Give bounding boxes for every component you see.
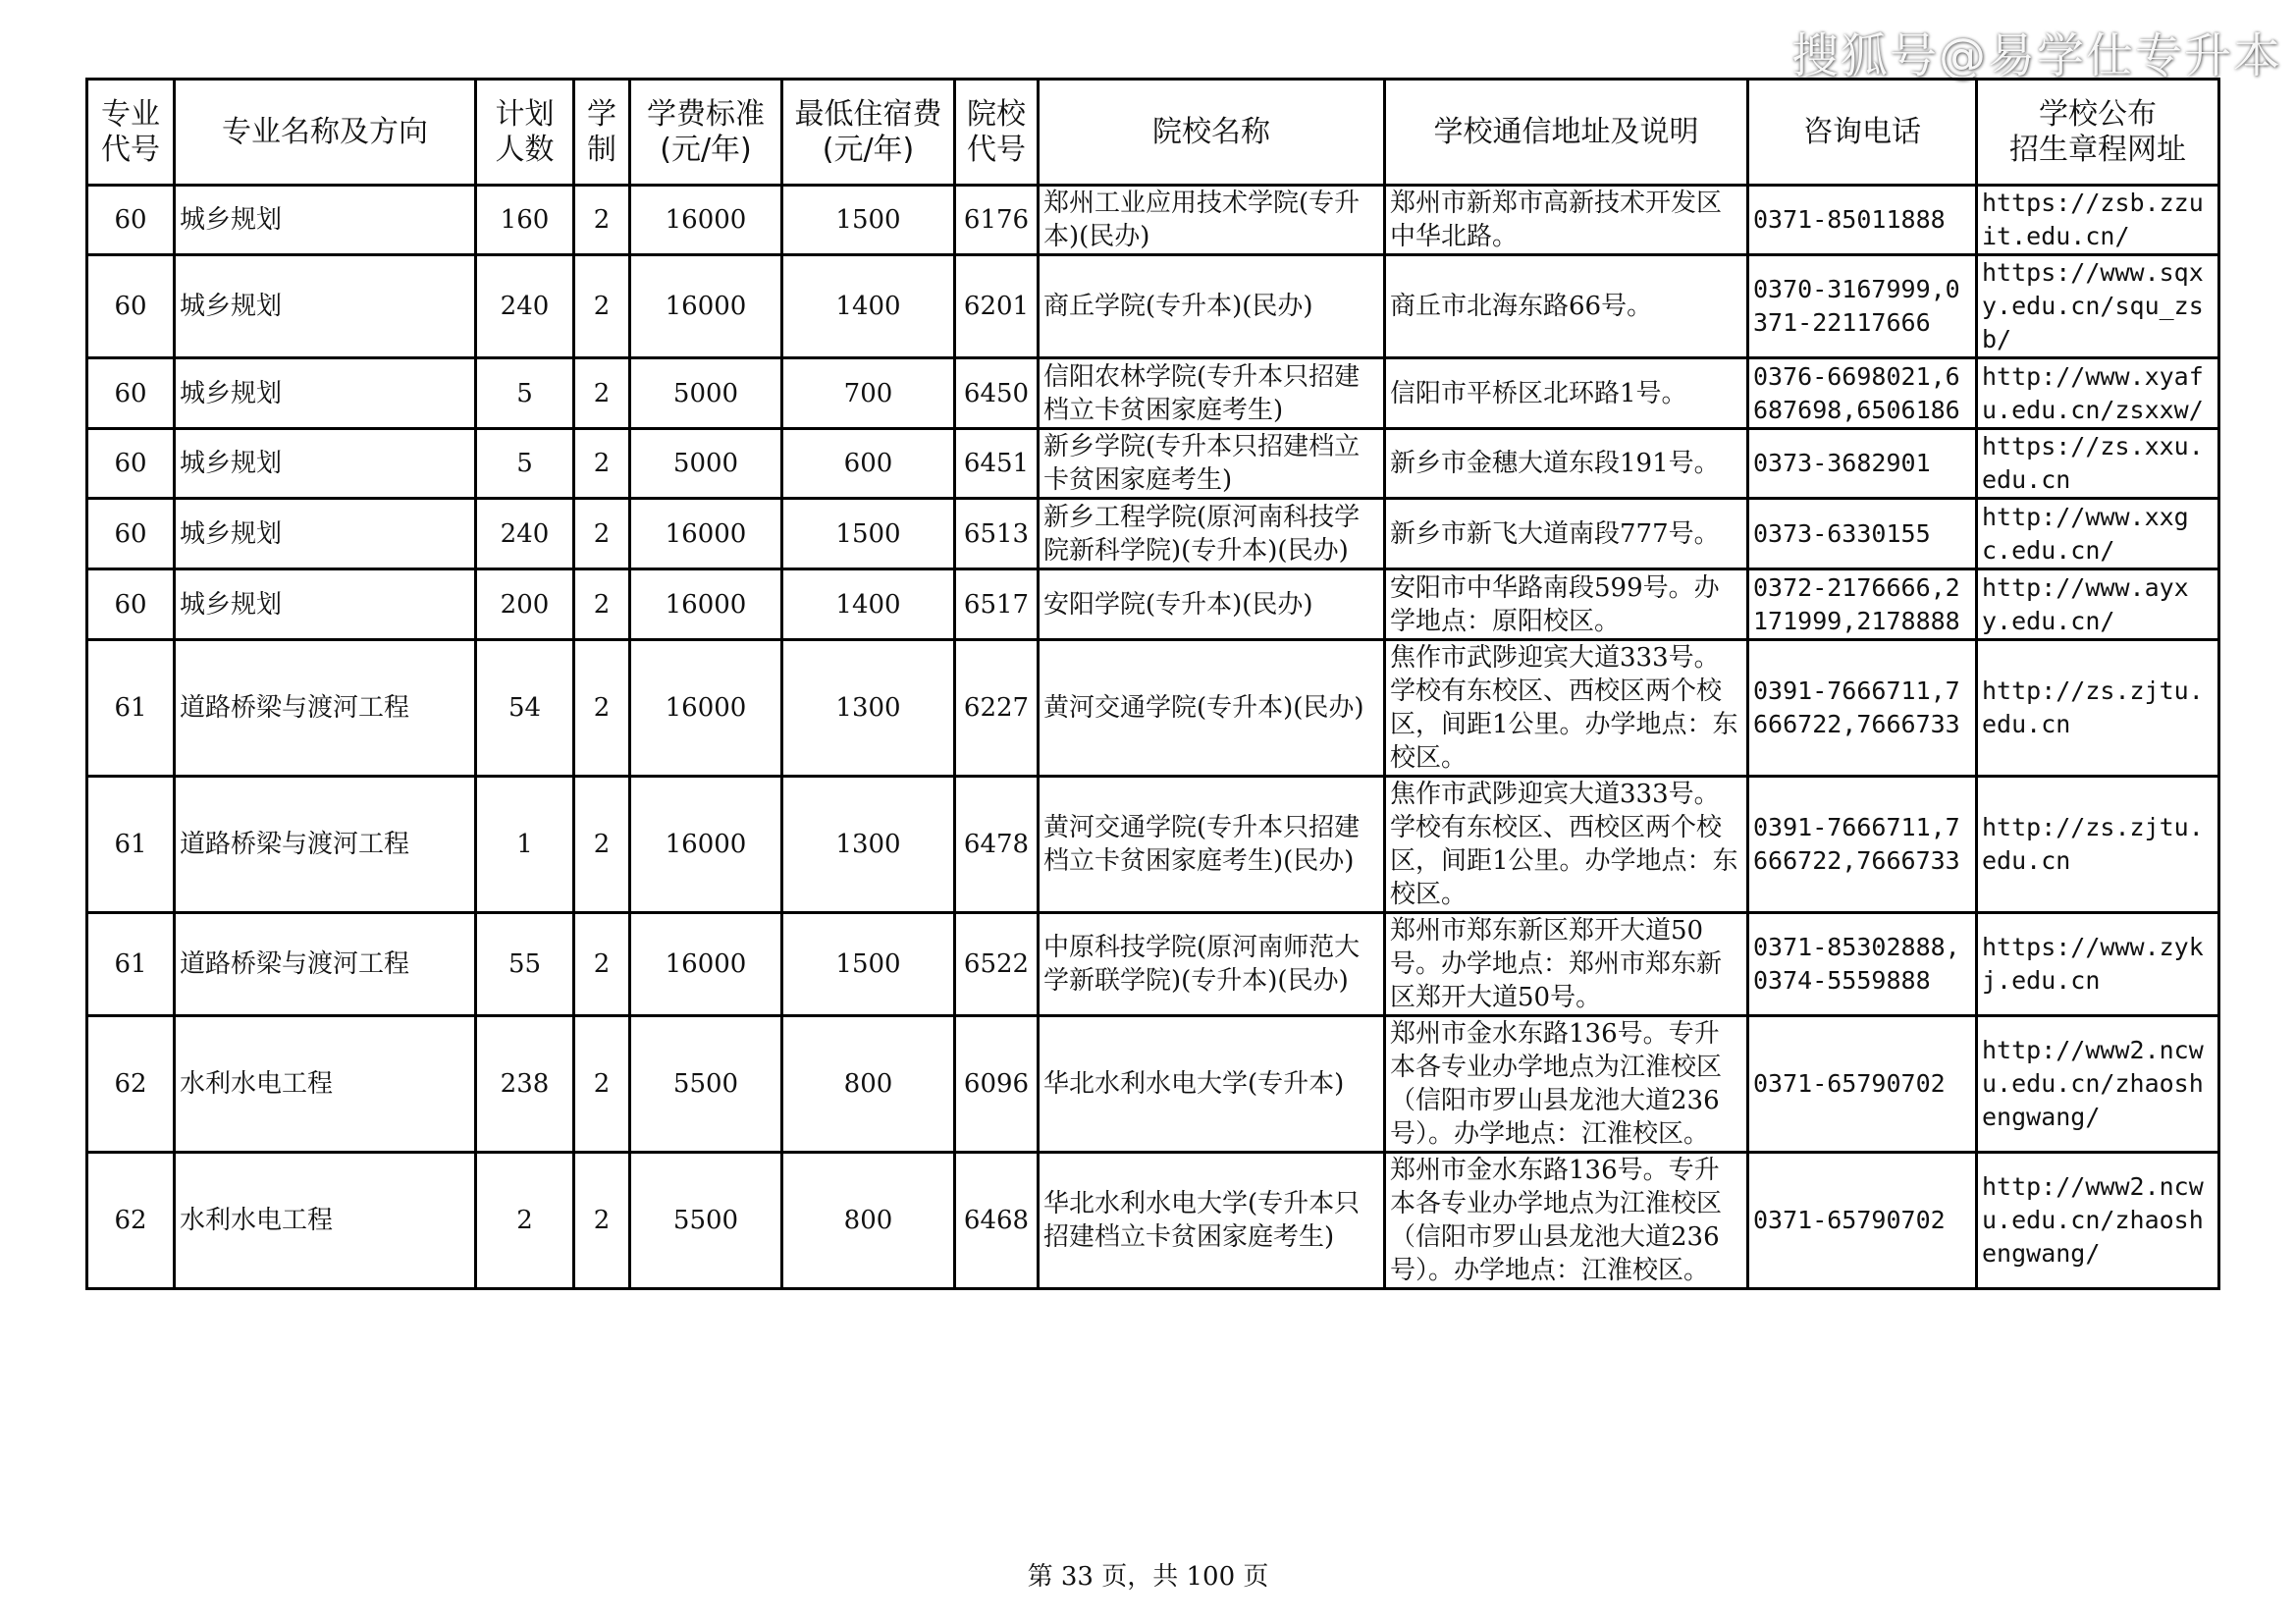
address-cell: 郑州市郑东新区郑开大道50号。办学地点：郑州市郑东新区郑开大道50号。 [1385, 913, 1748, 1016]
phone-cell: 0373-3682901 [1748, 429, 1977, 499]
major-name-cell: 道路桥梁与渡河工程 [175, 640, 476, 777]
tuition-cell: 16000 [630, 569, 782, 640]
plan-count-cell: 55 [476, 913, 574, 1016]
plan-count-cell: 238 [476, 1016, 574, 1153]
website-cell: http://www2.ncwu.edu.cn/zhaoshengwang/ [1977, 1016, 2219, 1153]
header-website: 学校公布 招生章程网址 [1977, 80, 2219, 186]
header-duration: 学 制 [574, 80, 630, 186]
tuition-cell: 5500 [630, 1153, 782, 1289]
tuition-cell: 16000 [630, 255, 782, 358]
table-row [87, 1016, 2219, 1153]
duration-cell: 2 [574, 913, 630, 1016]
school-name-cell: 黄河交通学院(专升本)(民办) [1039, 640, 1385, 777]
table-row [87, 429, 2219, 499]
table-row [87, 255, 2219, 358]
major-name-cell: 道路桥梁与渡河工程 [175, 913, 476, 1016]
tuition-cell: 16000 [630, 499, 782, 569]
phone-cell: 0376-6698021,6687698,6506186 [1748, 358, 1977, 429]
dorm-fee-cell: 1500 [782, 913, 955, 1016]
major-name-cell: 城乡规划 [175, 429, 476, 499]
website-cell: http://zs.zjtu.edu.cn [1977, 640, 2219, 777]
phone-cell: 0371-85011888 [1748, 186, 1977, 255]
table-row [87, 358, 2219, 429]
major-name-cell: 道路桥梁与渡河工程 [175, 777, 476, 913]
dorm-fee-cell: 800 [782, 1016, 955, 1153]
header-row [87, 80, 2219, 186]
major-name-cell: 水利水电工程 [175, 1016, 476, 1153]
table-row [87, 186, 2219, 255]
major-code-cell: 60 [87, 429, 175, 499]
duration-cell: 2 [574, 640, 630, 777]
plan-count-cell: 240 [476, 499, 574, 569]
major-code-cell: 61 [87, 640, 175, 777]
major-name-cell: 水利水电工程 [175, 1153, 476, 1289]
plan-count-cell: 5 [476, 429, 574, 499]
admission-table [85, 78, 2220, 1290]
address-cell: 焦作市武陟迎宾大道333号。学校有东校区、西校区两个校区，间距1公里。办学地点：东校区。 [1385, 777, 1748, 913]
plan-count-cell: 160 [476, 186, 574, 255]
school-name-cell: 信阳农林学院(专升本只招建档立卡贫困家庭考生) [1039, 358, 1385, 429]
school-code-cell: 6468 [955, 1153, 1039, 1289]
phone-cell: 0371-65790702 [1748, 1016, 1977, 1153]
table-body [87, 186, 2219, 1289]
duration-cell: 2 [574, 358, 630, 429]
plan-count-cell: 5 [476, 358, 574, 429]
school-code-cell: 6522 [955, 913, 1039, 1016]
school-name-cell: 黄河交通学院(专升本只招建档立卡贫困家庭考生)(民办) [1039, 777, 1385, 913]
address-cell: 商丘市北海东路66号。 [1385, 255, 1748, 358]
school-name-cell: 华北水利水电大学(专升本) [1039, 1016, 1385, 1153]
header-school-code: 院校 代号 [955, 80, 1039, 186]
tuition-cell: 16000 [630, 913, 782, 1016]
major-code-cell: 60 [87, 569, 175, 640]
header-school-name: 院校名称 [1039, 80, 1385, 186]
school-code-cell: 6450 [955, 358, 1039, 429]
school-name-cell: 中原科技学院(原河南师范大学新联学院)(专升本)(民办) [1039, 913, 1385, 1016]
duration-cell: 2 [574, 1153, 630, 1289]
school-code-cell: 6451 [955, 429, 1039, 499]
website-cell: http://www.xxgc.edu.cn/ [1977, 499, 2219, 569]
school-code-cell: 6478 [955, 777, 1039, 913]
dorm-fee-cell: 1300 [782, 777, 955, 913]
table-row [87, 913, 2219, 1016]
major-code-cell: 60 [87, 358, 175, 429]
school-name-cell: 新乡工程学院(原河南科技学院新科学院)(专升本)(民办) [1039, 499, 1385, 569]
plan-count-cell: 240 [476, 255, 574, 358]
duration-cell: 2 [574, 429, 630, 499]
website-cell: https://www.sqxy.edu.cn/squ_zsb/ [1977, 255, 2219, 358]
major-name-cell: 城乡规划 [175, 499, 476, 569]
duration-cell: 2 [574, 255, 630, 358]
duration-cell: 2 [574, 777, 630, 913]
plan-count-cell: 54 [476, 640, 574, 777]
table-row [87, 499, 2219, 569]
website-cell: https://www.zykj.edu.cn [1977, 913, 2219, 1016]
dorm-fee-cell: 600 [782, 429, 955, 499]
major-code-cell: 60 [87, 499, 175, 569]
major-name-cell: 城乡规划 [175, 358, 476, 429]
address-cell: 信阳市平桥区北环路1号。 [1385, 358, 1748, 429]
school-code-cell: 6201 [955, 255, 1039, 358]
tuition-cell: 16000 [630, 186, 782, 255]
dorm-fee-cell: 1400 [782, 569, 955, 640]
phone-cell: 0372-2176666,2171999,2178888 [1748, 569, 1977, 640]
dorm-fee-cell: 1400 [782, 255, 955, 358]
plan-count-cell: 1 [476, 777, 574, 913]
phone-cell: 0391-7666711,7666722,7666733 [1748, 777, 1977, 913]
duration-cell: 2 [574, 569, 630, 640]
dorm-fee-cell: 700 [782, 358, 955, 429]
phone-cell: 0370-3167999,0371-22117666 [1748, 255, 1977, 358]
website-cell: http://zs.zjtu.edu.cn [1977, 777, 2219, 913]
phone-cell: 0391-7666711,7666722,7666733 [1748, 640, 1977, 777]
school-code-cell: 6096 [955, 1016, 1039, 1153]
header-tuition: 学费标准 (元/年) [630, 80, 782, 186]
major-code-cell: 60 [87, 186, 175, 255]
table-row [87, 777, 2219, 913]
address-cell: 新乡市新飞大道南段777号。 [1385, 499, 1748, 569]
school-code-cell: 6227 [955, 640, 1039, 777]
header-phone: 咨询电话 [1748, 80, 1977, 186]
duration-cell: 2 [574, 186, 630, 255]
duration-cell: 2 [574, 1016, 630, 1153]
website-cell: http://www2.ncwu.edu.cn/zhaoshengwang/ [1977, 1153, 2219, 1289]
major-name-cell: 城乡规划 [175, 569, 476, 640]
address-cell: 新乡市金穗大道东段191号。 [1385, 429, 1748, 499]
plan-count-cell: 2 [476, 1153, 574, 1289]
tuition-cell: 5500 [630, 1016, 782, 1153]
table-row [87, 640, 2219, 777]
school-name-cell: 郑州工业应用技术学院(专升本)(民办) [1039, 186, 1385, 255]
header-address: 学校通信地址及说明 [1385, 80, 1748, 186]
address-cell: 安阳市中华路南段599号。办学地点：原阳校区。 [1385, 569, 1748, 640]
school-code-cell: 6176 [955, 186, 1039, 255]
tuition-cell: 16000 [630, 640, 782, 777]
header-plan-count: 计划 人数 [476, 80, 574, 186]
major-code-cell: 62 [87, 1016, 175, 1153]
header-dorm-fee: 最低住宿费 (元/年) [782, 80, 955, 186]
header-major-code: 专业 代号 [87, 80, 175, 186]
table-row [87, 1153, 2219, 1289]
tuition-cell: 5000 [630, 358, 782, 429]
tuition-cell: 5000 [630, 429, 782, 499]
major-code-cell: 61 [87, 913, 175, 1016]
header-major-name: 专业名称及方向 [175, 80, 476, 186]
school-name-cell: 商丘学院(专升本)(民办) [1039, 255, 1385, 358]
school-code-cell: 6513 [955, 499, 1039, 569]
website-cell: http://www.xyafu.edu.cn/zsxxw/ [1977, 358, 2219, 429]
major-code-cell: 60 [87, 255, 175, 358]
website-cell: https://zs.xxu.edu.cn [1977, 429, 2219, 499]
school-code-cell: 6517 [955, 569, 1039, 640]
school-name-cell: 华北水利水电大学(专升本只招建档立卡贫困家庭考生) [1039, 1153, 1385, 1289]
address-cell: 郑州市金水东路136号。专升本各专业办学地点为江淮校区（信阳市罗山县龙池大道236号）。办学地点：江淮校区。 [1385, 1153, 1748, 1289]
dorm-fee-cell: 1500 [782, 186, 955, 255]
plan-count-cell: 200 [476, 569, 574, 640]
address-cell: 焦作市武陟迎宾大道333号。学校有东校区、西校区两个校区，间距1公里。办学地点：东校区。 [1385, 640, 1748, 777]
tuition-cell: 16000 [630, 777, 782, 913]
watermark: 搜狐号@易学仕专升本 [1790, 28, 2282, 83]
website-cell: http://www.ayxy.edu.cn/ [1977, 569, 2219, 640]
address-cell: 郑州市新郑市高新技术开发区中华北路。 [1385, 186, 1748, 255]
phone-cell: 0371-85302888,0374-5559888 [1748, 913, 1977, 1016]
major-code-cell: 61 [87, 777, 175, 913]
major-name-cell: 城乡规划 [175, 186, 476, 255]
website-cell: https://zsb.zzuit.edu.cn/ [1977, 186, 2219, 255]
duration-cell: 2 [574, 499, 630, 569]
phone-cell: 0371-65790702 [1748, 1153, 1977, 1289]
school-name-cell: 安阳学院(专升本)(民办) [1039, 569, 1385, 640]
major-name-cell: 城乡规划 [175, 255, 476, 358]
phone-cell: 0373-6330155 [1748, 499, 1977, 569]
dorm-fee-cell: 800 [782, 1153, 955, 1289]
school-name-cell: 新乡学院(专升本只招建档立卡贫困家庭考生) [1039, 429, 1385, 499]
page-footer: 第 33 页，共 100 页 [1027, 1562, 1269, 1592]
major-code-cell: 62 [87, 1153, 175, 1289]
address-cell: 郑州市金水东路136号。专升本各专业办学地点为江淮校区（信阳市罗山县龙池大道236号）。办学地点：江淮校区。 [1385, 1016, 1748, 1153]
dorm-fee-cell: 1500 [782, 499, 955, 569]
table-row [87, 569, 2219, 640]
dorm-fee-cell: 1300 [782, 640, 955, 777]
